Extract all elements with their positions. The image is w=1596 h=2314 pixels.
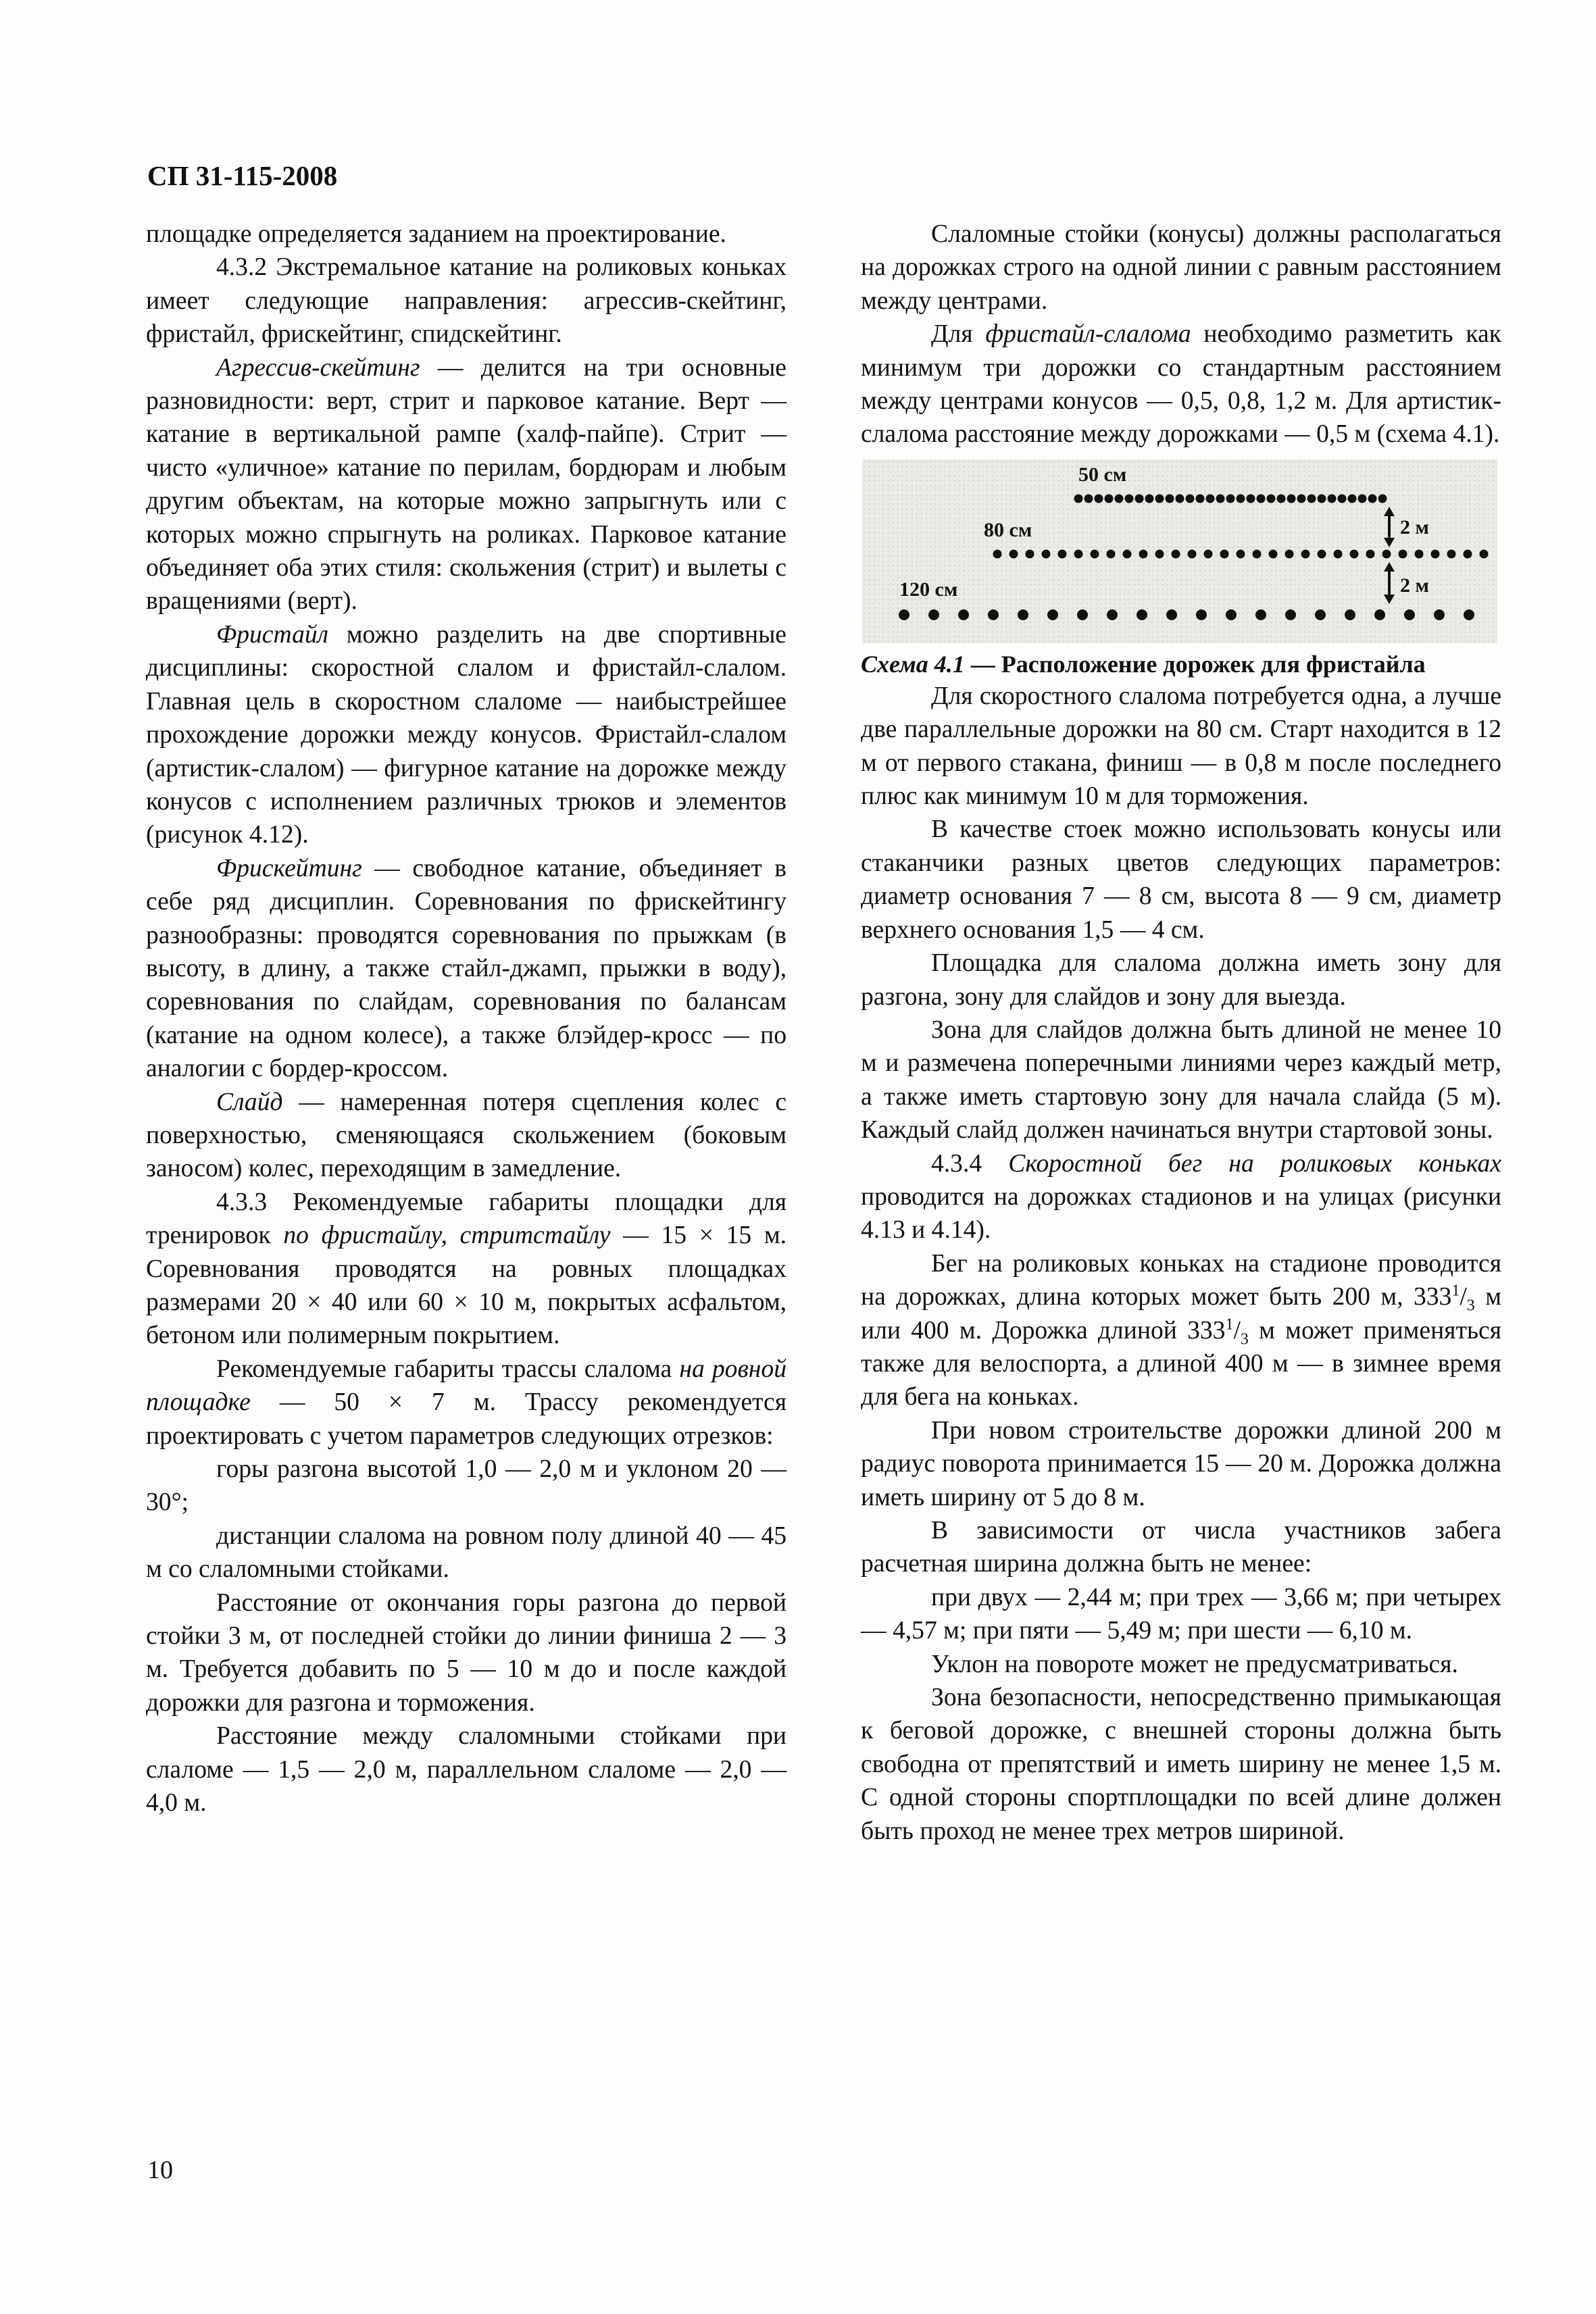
label-120cm: 120 см [899, 578, 958, 601]
label-2m-top: 2 м [1400, 515, 1429, 538]
document-header: СП 31-115-2008 [147, 160, 338, 191]
cone-row-80cm [993, 549, 1489, 558]
paragraph: Зона безопасности, непосредственно примыкающая к беговой дорожке, с внешней стороны должна быть свободна от препятствий и иметь ширину не менее 1,5 м. С одной стороны спортплощадки по всей длине должен быть проход не менее трех метров шириной. [861, 1684, 1501, 1845]
cone-dot [1374, 609, 1385, 620]
cone-dot [1328, 494, 1337, 503]
cone-dot [1358, 494, 1367, 503]
label-50cm: 50 см [1078, 463, 1127, 486]
cone-dot [1382, 549, 1391, 558]
cone-dot [1084, 494, 1093, 503]
cone-dot [1125, 494, 1134, 503]
cone-row-50cm [1074, 494, 1387, 503]
cone-dot [1226, 609, 1237, 620]
cone-dot [1480, 549, 1489, 558]
cone-dot [899, 609, 909, 620]
cone-dot [1348, 494, 1357, 503]
cone-dot [1237, 549, 1245, 558]
cone-dot [1077, 609, 1088, 620]
cone-dot [1074, 549, 1083, 558]
right-column [861, 218, 1501, 1848]
cone-dot [1105, 494, 1114, 503]
cone-dot [1074, 494, 1083, 503]
cone-dot [1107, 609, 1118, 620]
cone-dot [1338, 494, 1347, 503]
paragraph: Рекомендуемые габариты трассы слалома на ровной площадке — 50 × 7 м. Трассу рекомендуется проектировать с учетом параметров следующих отрезков: [146, 1355, 787, 1450]
paragraph: Уклон на повороте может не предусматриваться. [931, 1650, 1458, 1678]
term: Фрискейтинг [216, 854, 362, 882]
cone-dot [1216, 494, 1225, 503]
cone-dot [1285, 609, 1296, 620]
cone-dot [1431, 549, 1440, 558]
cone-dot [958, 609, 969, 620]
cone-dot [1135, 494, 1144, 503]
cone-dot [1253, 549, 1262, 558]
paragraph: Площадка для слалома должна иметь зону для разгона, зону для слайдов и зону для выезда. [861, 949, 1501, 1011]
page-number: 10 [147, 2156, 173, 2184]
paragraph: Фристайл можно разделить на две спортивные дисциплины: скоростной слалом и фристайл-слалом. Главная цель в скоростном слаломе — наибыстрейшее прохождение дорожки между конусов. Фристайл-слалом (артистик-слалом) — фигурное катание на дорожке между конусов с исполнением различных трюков и элементов (рисунок 4.12). [146, 620, 787, 849]
cone-dot [1042, 549, 1051, 558]
cone-dot [1176, 494, 1184, 503]
left-column [146, 218, 787, 1820]
cone-dot [1058, 549, 1067, 558]
cone-dot [1226, 494, 1235, 503]
cone-dot [1026, 549, 1034, 558]
cone-dot [1366, 549, 1375, 558]
cone-dot [1345, 609, 1355, 620]
cone-dot [1307, 494, 1316, 503]
cone-dot [1285, 549, 1294, 558]
cone-dot [1188, 549, 1197, 558]
paragraph: Расстояние между слаломными стойками при слаломе — 1,5 — 2,0 м, параллельном слаломе — 2,0 — 4,0 м. [146, 1722, 787, 1817]
paragraph: Для фристайл-слалома необходимо разметить как минимум три дорожки со стандартным расстоянием между центрами конусов — 0,5, 0,8, 1,2 м. Для артистик-слалома расстояние между дорожками — 0,5 м (схема 4.1). [861, 320, 1501, 449]
cone-dot [1091, 549, 1099, 558]
cone-dot [1404, 609, 1415, 620]
cone-dot [1318, 549, 1326, 558]
cone-dot [993, 549, 1002, 558]
paragraph: 4.3.3 Рекомендуемые габариты площадки для тренировок по фристайлу, стритстайлу — 15 × 15 м. Соревнования проводятся на ровных площадках размерами 20 × 40 или 60 × 10 м, покрытых асфальтом, бетоном или полимерным покрытием. [146, 1188, 787, 1350]
cone-dot [1277, 494, 1286, 503]
label-2m-bottom: 2 м [1400, 574, 1429, 597]
cone-dot [1115, 494, 1124, 503]
cone-dot [1297, 494, 1306, 503]
cone-dot [1315, 609, 1326, 620]
paragraph: Агрессив-скейтинг — делится на три основные разновидности: верт, стрит и парковое катание. Верт — катание в вертикальной рампе (халф-пайпе). Стрит — чисто «уличное» катание по перилам, бордюрам и любым другим объектам, на которые можно запрыгнуть или с которых можно спрыгнуть на роликах. Парковое катание объединяет оба этих стиля: скольжения (стрит) и вылеты с вращениями (верт). [146, 353, 787, 615]
cone-dot [1166, 494, 1174, 503]
arrow-up-icon [1384, 562, 1395, 572]
cone-dot [1247, 494, 1255, 503]
cone-dot [988, 609, 999, 620]
cone-dot [1139, 549, 1148, 558]
cone-dot [1220, 549, 1229, 558]
arrow-up-icon [1384, 507, 1395, 516]
cone-dot [1287, 494, 1296, 503]
cone-dot [1350, 549, 1359, 558]
cone-dot [928, 609, 939, 620]
term: Фристайл [216, 620, 329, 649]
cone-dot [1009, 549, 1018, 558]
cone-dot [1368, 494, 1377, 503]
cone-dot [1378, 494, 1387, 503]
cone-dot [1107, 549, 1116, 558]
cone-dot [1204, 549, 1213, 558]
paragraph: 4.3.2 Экстремальное катание на роликовых коньках имеет следующие направления: агрессив-скейтинг, фристайл, фрискейтинг, спидскейтинг. [146, 253, 787, 349]
cone-dot [1301, 549, 1310, 558]
list-item: дистанции слалома на ровном полу длиной 40 — 45 м со слаломными стойками. [146, 1521, 787, 1584]
diagram-svg [862, 459, 1497, 643]
cone-dot [1155, 494, 1164, 503]
cone-dot [1123, 549, 1132, 558]
term: Агрессив-скейтинг [216, 353, 420, 382]
paragraph: 4.3.4 Скоростной бег на роликовых коньках проводится на дорожках стадионов и на улицах (рисунки 4.13 и 4.14). [861, 1149, 1501, 1244]
paragraph: Слаломные стойки (конусы) должны располагаться на дорожках строго на одной линии с равным расстоянием между центрами. [861, 220, 1501, 315]
cone-dot [1415, 549, 1424, 558]
cone-dot [1186, 494, 1195, 503]
paragraph: При новом строительстве дорожки длиной 200 м радиус поворота принимается 15 — 20 м. Дорожка должна иметь ширину от 5 до 8 м. [861, 1416, 1501, 1511]
cone-dot [1269, 549, 1278, 558]
paragraph: Для скоростного слалома потребуется одна, а лучше две параллельные дорожки на 80 см. Старт находится в 12 м от первого стакана, финиш — в 0,8 м после последнего плюс как минимум 10 м для торможения. [861, 682, 1501, 811]
paragraph: Фрискейтинг — свободное катание, объединяет в себе ряд дисциплин. Соревнования по фрискейтингу разнообразны: проводятся соревнования по прыжкам (в высоту, в длину, а также стайл-джамп, прыжки в воду), соревнования по слайдам, соревнования по балансам (катание на одном колесе), а также блэйдер-кросс — по аналогии с бордер-кроссом. [146, 854, 787, 1083]
paragraph: В зависимости от числа участников забега расчетная ширина должна быть не менее: [861, 1517, 1501, 1578]
paragraph: Бег на роликовых коньках на стадионе проводится на дорожках, длина которых может быть 200 м, $333^1/_3$ м или 400 м. Дорожка длиной $333^1/_3$ м может применяться также для велоспорта, а длиной 400 м — в зимнее время для бега на коньках. [861, 1249, 1501, 1411]
slalom-track-diagram [862, 459, 1497, 643]
cone-dot [1399, 549, 1407, 558]
cone-dot [1137, 609, 1147, 620]
figure-caption: Схема 4.1 — Расположение дорожек для фристайла [861, 650, 1426, 678]
cone-dot [1257, 494, 1266, 503]
cone-row-120cm [899, 609, 1474, 620]
cone-dot [1145, 494, 1154, 503]
cone-dot [1464, 549, 1472, 558]
term: Слайд [216, 1088, 283, 1116]
cone-dot [1464, 609, 1474, 620]
cone-dot [1206, 494, 1215, 503]
cone-dot [1155, 549, 1164, 558]
paragraph: площадке определяется заданием на проектирование. [146, 220, 726, 248]
label-80cm: 80 см [984, 518, 1032, 541]
cone-dot [1434, 609, 1445, 620]
arrow-down-icon [1384, 538, 1395, 547]
arrow-down-icon [1384, 595, 1395, 604]
paragraph: Зона для слайдов должна быть длиной не менее 10 м и размечена поперечными линиями через каждый метр, а также иметь стартовую зону для начала слайда (5 м). Каждый слайд должен начинаться внутри стартовой зоны. [861, 1015, 1501, 1145]
cone-dot [1255, 609, 1266, 620]
cone-dot [1237, 494, 1245, 503]
cone-dot [1047, 609, 1058, 620]
paragraph: при двух — 2,44 м; при трех — 3,66 м; при четырех — 4,57 м; при пяти — 5,49 м; при шести — 6,10 м. [861, 1583, 1501, 1645]
paragraph: В качестве стоек можно использовать конусы или стаканчики разных цветов следующих параметров: диаметр основания 7 — 8 см, высота 8 — 9 см, диаметр верхнего основания 1,5 — 4 см. [861, 815, 1501, 944]
paragraph: Слайд — намеренная потеря сцепления колес с поверхностью, сменяющаяся скольжением (боковым заносом) колес, переходящим в замедление. [146, 1088, 787, 1183]
cone-dot [1318, 494, 1326, 503]
cone-dot [1018, 609, 1028, 620]
cone-dot [1447, 549, 1456, 558]
cone-dot [1267, 494, 1276, 503]
cone-dot [1334, 549, 1343, 558]
cone-dot [1196, 609, 1207, 620]
cone-dot [1166, 609, 1177, 620]
cone-dot [1095, 494, 1103, 503]
cone-dot [1172, 549, 1180, 558]
cone-dot [1196, 494, 1205, 503]
list-item: горы разгона высотой 1,0 — 2,0 м и уклоном 20 — 30°; [146, 1455, 787, 1517]
paragraph: Расстояние от окончания горы разгона до первой стойки 3 м, от последней стойки до линии финиша 2 — 3 м. Требуется добавить по 5 — 10 м до и после каждой дорожки для разгона и торможения. [146, 1588, 787, 1717]
